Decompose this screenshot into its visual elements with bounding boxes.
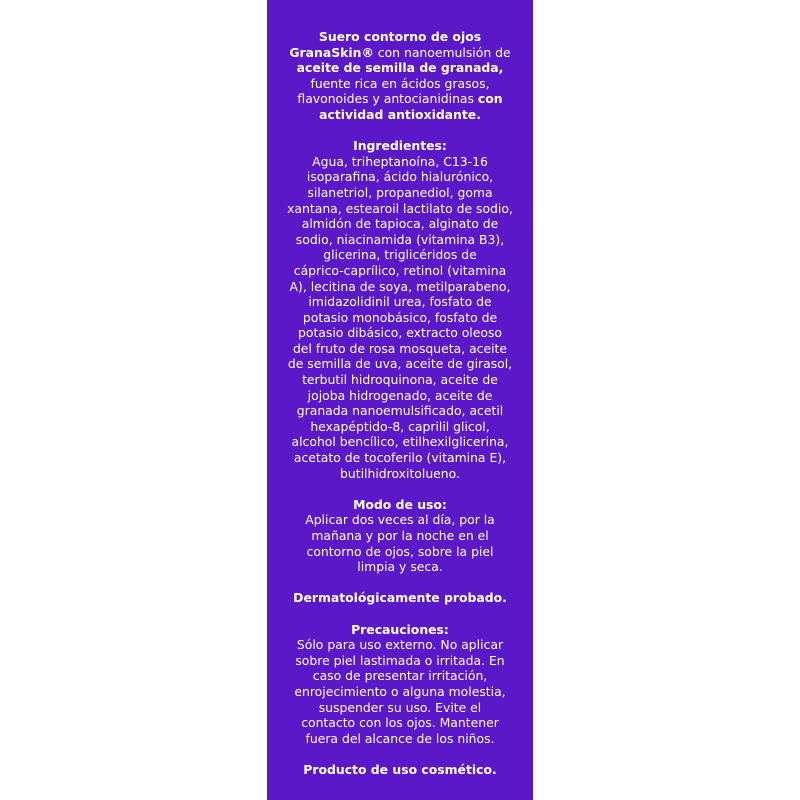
- intro-text: fuente rica en ácidos grasos,: [310, 75, 490, 91]
- ingredients-line: terbutil hidroquinona, aceite de: [302, 372, 498, 388]
- label-panel: [267, 0, 533, 800]
- ingredients-line: almidón de tapioca, alginato de: [301, 216, 499, 232]
- spacer: [267, 575, 533, 591]
- intro-text: actividad antioxidante.: [319, 106, 481, 122]
- ingredients-line: de semilla de uva, aceite de girasol,: [287, 356, 513, 372]
- precautions-line: sobre piel lastimada o irritada. En: [295, 652, 505, 668]
- ingredients-heading: Ingredientes:: [353, 138, 447, 154]
- ingredients-line: xantana, estearoil lactilato de sodio,: [287, 200, 513, 216]
- spacer: [267, 481, 533, 497]
- ingredients-line: acetato de tocoferilo (vitamina E),: [293, 450, 507, 466]
- precautions-line: contacto con los ojos. Mantener: [301, 715, 499, 731]
- intro-text: con: [477, 91, 503, 107]
- precautions-heading: Precauciones:: [351, 621, 449, 637]
- intro-text: con nanoemulsión de: [373, 44, 511, 60]
- intro-text: flavonoides y antocianidinas: [297, 91, 478, 107]
- ingredients-line: alcohol bencílico, etilhexilglicerina,: [291, 434, 509, 450]
- precautions-line: suspender su uso. Evite el: [318, 699, 482, 715]
- intro-section: [267, 29, 533, 123]
- ingredients-line: isoparafina, ácido hialurónico,: [306, 169, 494, 185]
- precautions-line: caso de presentar irritación,: [312, 668, 488, 684]
- intro-line: [267, 91, 533, 107]
- usage-line: limpia y seca.: [357, 559, 443, 575]
- intro-text: Suero contorno de ojos: [318, 29, 482, 44]
- usage-line: Aplicar dos veces al día, por la: [305, 512, 495, 528]
- ingredients-line: granada nanoemulsificado, acetil: [296, 403, 504, 419]
- spacer: [267, 606, 533, 622]
- precautions-line: Sólo para uso externo. No aplicar: [296, 637, 504, 653]
- usage-line: contorno de ojos, sobre la piel: [306, 543, 494, 559]
- ingredients-line: sodio, niacinamida (vitamina B3),: [295, 231, 505, 247]
- intro-line: [267, 60, 533, 76]
- ingredients-section: [267, 138, 533, 481]
- usage-line: mañana y por la noche en el: [311, 528, 489, 543]
- ingredients-line: jojoba hidrogenado, aceite de: [307, 387, 493, 403]
- precautions-line: enrojecimiento o alguna molestia,: [294, 683, 506, 699]
- intro-text: aceite de semilla de granada,: [296, 60, 504, 76]
- spacer: [267, 746, 533, 762]
- precautions-section: [267, 622, 533, 747]
- cosmetic-product-statement: Producto de uso cosmético.: [303, 761, 497, 777]
- ingredients-line: imidazolidinil urea, fosfato de: [308, 294, 492, 310]
- spacer: [267, 123, 533, 139]
- ingredients-line: potasio monobásico, fosfato de: [302, 309, 498, 325]
- ingredients-line: glicerina, triglicéridos de: [323, 247, 477, 263]
- usage-section: [267, 497, 533, 575]
- intro-line: [267, 76, 533, 92]
- ingredients-line: potasio dibásico, extracto oleoso: [298, 325, 502, 341]
- precautions-line: fuera del alcance de los niños.: [305, 730, 495, 746]
- ingredients-line: hexapéptido-8, caprilil glicol,: [310, 418, 490, 434]
- ingredients-line: cáprico-caprílico, retinol (vitamina: [293, 262, 507, 278]
- ingredients-line: A), lecitina de soya, metilparabeno,: [289, 278, 511, 294]
- ingredients-line: del fruto de rosa mosqueta, aceite: [292, 340, 508, 356]
- usage-heading: Modo de uso:: [353, 496, 447, 512]
- dermatology-statement: Dermatológicamente probado.: [293, 590, 507, 606]
- ingredients-line: silanetriol, propanediol, goma: [307, 184, 493, 200]
- intro-line: [267, 45, 533, 61]
- ingredients-line: Agua, triheptanoína, C13-16: [312, 153, 488, 169]
- intro-line: [267, 107, 533, 123]
- ingredients-line: butilhidroxitolueno.: [340, 465, 460, 481]
- intro-line: [267, 29, 533, 45]
- brand-name: GranaSkin®: [289, 44, 374, 60]
